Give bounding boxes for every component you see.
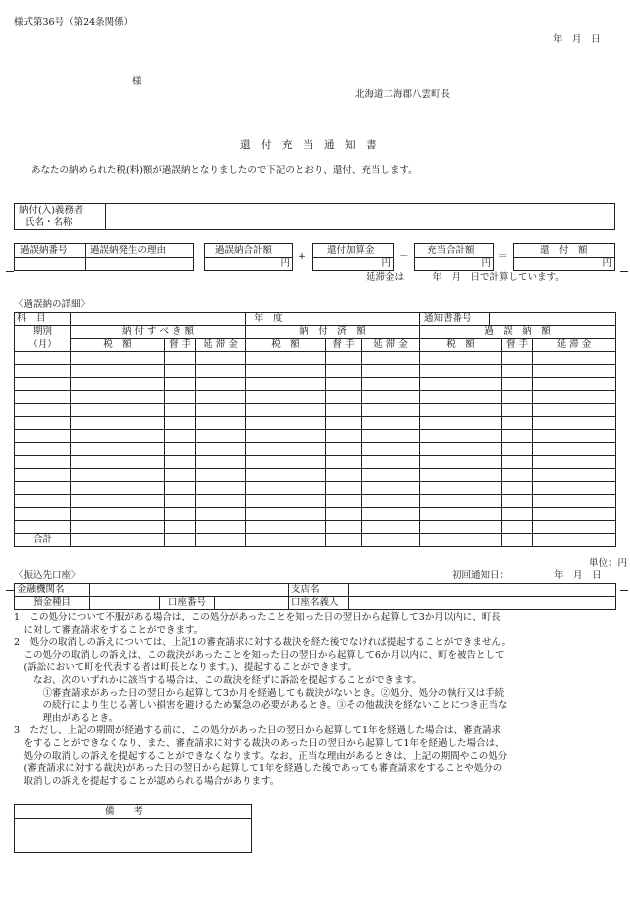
details-cell[interactable]	[165, 365, 196, 378]
bank-caption: 〈振込先口座〉	[14, 570, 81, 581]
details-cell[interactable]	[533, 365, 616, 378]
details-cell[interactable]	[326, 352, 362, 365]
details-cell[interactable]	[71, 469, 165, 482]
details-cell[interactable]	[15, 469, 71, 482]
details-cell[interactable]	[15, 482, 71, 495]
details-row	[15, 365, 616, 378]
details-cell[interactable]	[420, 430, 502, 443]
note-line: なお、次のいずれかに該当する場合は、この裁決を経ずに訴訟を提起することができます。	[14, 674, 422, 686]
deposit-type-value[interactable]	[90, 597, 160, 610]
details-row	[15, 378, 616, 391]
details-cell[interactable]	[246, 391, 326, 404]
details-row	[15, 352, 616, 365]
fiscal-year-label: 年 度	[246, 313, 420, 326]
details-cell[interactable]	[420, 482, 502, 495]
details-cell[interactable]	[502, 508, 533, 521]
col-demand-paid: 督 手	[326, 339, 362, 352]
details-cell[interactable]	[502, 443, 533, 456]
details-cell[interactable]	[165, 469, 196, 482]
refund-amount-yen: 円	[602, 258, 612, 269]
col-tax-due: 税 額	[71, 339, 165, 352]
branch-value[interactable]	[349, 584, 616, 597]
details-cell[interactable]	[165, 378, 196, 391]
note-line: この処分の取消しの訴えは、この裁決があったことを知った日の翌日から起算して6か月以内に、町を被告として	[14, 649, 505, 661]
details-cell[interactable]	[71, 495, 165, 508]
unit-label: 単位：円	[589, 558, 628, 569]
refund-add-box	[312, 243, 394, 271]
refund-amount-label: 還 付 額	[540, 245, 588, 256]
details-cell[interactable]	[533, 469, 616, 482]
fold-mark-left	[6, 271, 14, 272]
details-cell[interactable]	[246, 456, 326, 469]
details-cell[interactable]	[362, 391, 420, 404]
details-cell[interactable]	[502, 391, 533, 404]
account-no-label: 口座番号	[160, 597, 215, 610]
details-cell[interactable]	[502, 404, 533, 417]
details-cell[interactable]	[15, 456, 71, 469]
holder-value[interactable]	[349, 597, 616, 610]
details-cell[interactable]	[420, 456, 502, 469]
details-cell[interactable]	[326, 430, 362, 443]
details-cell[interactable]	[326, 495, 362, 508]
details-cell[interactable]	[362, 352, 420, 365]
col-tax-over: 税 額	[420, 339, 502, 352]
details-cell[interactable]	[326, 456, 362, 469]
details-cell[interactable]	[196, 521, 246, 534]
details-cell[interactable]	[71, 391, 165, 404]
overpay-reason-label: 過誤納発生の理由	[90, 245, 167, 256]
note-line: 3 ただし、上記の期間が経過する前に、この処分があった日の翌日から起算して1年を経過した場合は、審査請求	[14, 725, 501, 737]
subject-label: 科 目	[15, 313, 71, 326]
bank-table	[14, 583, 616, 610]
details-cell[interactable]	[196, 456, 246, 469]
details-cell[interactable]	[533, 443, 616, 456]
details-cell[interactable]	[326, 521, 362, 534]
details-cell[interactable]	[196, 391, 246, 404]
note-line: 2 処分の取消しの訴えについては、上記1の審査請求に対する裁決を経た後でなければ提起することができません。	[14, 637, 511, 649]
note-line: をすることができなくなり、また、審査請求に対する裁決のあった日の翌日から起算して1年を経過した場合は、	[14, 737, 505, 749]
total-cell[interactable]	[165, 534, 196, 547]
details-cell[interactable]	[71, 365, 165, 378]
legal-notes	[14, 612, 620, 788]
refund-amount-box	[513, 243, 615, 271]
details-cell[interactable]	[196, 352, 246, 365]
form-number: 様式第36号（第24条関係）	[14, 17, 134, 28]
fold-mark-right	[620, 271, 628, 272]
details-cell[interactable]	[246, 482, 326, 495]
details-cell[interactable]	[246, 430, 326, 443]
details-cell[interactable]	[165, 482, 196, 495]
details-header-row-2	[15, 326, 616, 339]
details-cell[interactable]	[502, 521, 533, 534]
holder-label: 口座名義人	[289, 597, 349, 610]
details-cell[interactable]	[362, 365, 420, 378]
details-cell[interactable]	[420, 508, 502, 521]
details-cell[interactable]	[196, 417, 246, 430]
details-cell[interactable]	[15, 404, 71, 417]
details-cell[interactable]	[502, 352, 533, 365]
details-cell[interactable]	[420, 378, 502, 391]
details-row	[15, 417, 616, 430]
details-cell[interactable]	[502, 469, 533, 482]
details-cell[interactable]	[502, 365, 533, 378]
col-demand-over: 督 手	[502, 339, 533, 352]
fold-mark-left-2	[6, 590, 14, 591]
col-late-due: 延 滞 金	[196, 339, 246, 352]
details-row	[15, 404, 616, 417]
details-cell[interactable]	[362, 482, 420, 495]
taxpayer-box	[14, 203, 615, 230]
details-cell[interactable]	[165, 430, 196, 443]
plus-sign: +	[298, 251, 306, 262]
minus-sign: －	[399, 251, 409, 262]
details-cell[interactable]	[420, 443, 502, 456]
details-cell[interactable]	[362, 404, 420, 417]
details-table	[14, 312, 616, 547]
details-cell[interactable]	[502, 430, 533, 443]
branch-label: 支店名	[289, 584, 349, 597]
details-cell[interactable]	[15, 378, 71, 391]
note-line: (訴訟において町を代表する者は町長となります。)、提起することができます。	[14, 662, 358, 674]
details-cell[interactable]	[71, 482, 165, 495]
details-row	[15, 482, 616, 495]
details-cell[interactable]	[246, 404, 326, 417]
remarks-box	[14, 804, 252, 853]
period-label-2: （月）	[15, 339, 71, 352]
fold-mark-right-2	[620, 590, 628, 591]
note-line: ①審査請求があった日の翌日から起算して3か月を経過しても裁決がないとき。②処分、処分の執行又は手続	[14, 687, 505, 699]
details-cell[interactable]	[15, 508, 71, 521]
applied-total-box	[414, 243, 494, 271]
details-cell[interactable]	[533, 482, 616, 495]
details-cell[interactable]	[15, 365, 71, 378]
first-notice-label: 初回通知日：	[452, 570, 510, 581]
details-row	[15, 495, 616, 508]
total-cell[interactable]	[326, 534, 362, 547]
details-row	[15, 469, 616, 482]
bank-row-2	[15, 597, 616, 610]
details-cell[interactable]	[15, 495, 71, 508]
col-late-paid: 延 滞 金	[362, 339, 420, 352]
document-title: 還 付 充 当 通 知 書	[240, 139, 377, 151]
details-cell[interactable]	[165, 456, 196, 469]
details-cell[interactable]	[165, 352, 196, 365]
details-cell[interactable]	[165, 495, 196, 508]
details-cell[interactable]	[165, 417, 196, 430]
details-cell[interactable]	[362, 456, 420, 469]
notice-no-cell	[420, 313, 616, 326]
details-cell[interactable]	[326, 417, 362, 430]
issuer-name: 北海道二海郡八雲町長	[355, 89, 451, 100]
refund-add-yen: 円	[381, 258, 391, 269]
details-cell[interactable]	[533, 417, 616, 430]
overpay-total-label: 過誤納合計額	[215, 245, 273, 256]
details-cell[interactable]	[362, 443, 420, 456]
details-cell[interactable]	[71, 430, 165, 443]
details-row	[15, 456, 616, 469]
details-cell[interactable]	[420, 495, 502, 508]
details-cell[interactable]	[196, 404, 246, 417]
details-cell[interactable]	[420, 521, 502, 534]
details-cell[interactable]	[502, 417, 533, 430]
details-cell[interactable]	[502, 495, 533, 508]
details-cell[interactable]	[420, 417, 502, 430]
details-row	[15, 430, 616, 443]
details-cell[interactable]	[420, 391, 502, 404]
details-cell[interactable]	[165, 521, 196, 534]
details-cell[interactable]	[71, 443, 165, 456]
details-row	[15, 508, 616, 521]
total-cell[interactable]	[246, 534, 326, 547]
note-line: 理由があるとき。	[14, 712, 119, 724]
details-cell[interactable]	[420, 365, 502, 378]
details-header-row-1	[15, 313, 616, 326]
details-cell[interactable]	[533, 508, 616, 521]
overpay-no-label: 過誤納番号	[20, 245, 68, 256]
taxpayer-label-1: 納付(入)義務者	[19, 205, 84, 216]
taxpayer-label-2: 氏名・名称	[25, 217, 73, 228]
details-cell[interactable]	[533, 521, 616, 534]
subject-value[interactable]	[71, 313, 246, 326]
account-no-value[interactable]	[215, 597, 289, 610]
details-cell[interactable]	[246, 352, 326, 365]
first-notice-date: 年 月 日	[554, 570, 602, 581]
details-cell[interactable]	[326, 378, 362, 391]
details-cell[interactable]	[71, 417, 165, 430]
details-cell[interactable]	[326, 391, 362, 404]
details-caption: 〈過誤納の詳細〉	[14, 299, 91, 310]
details-cell[interactable]	[71, 456, 165, 469]
details-cell[interactable]	[15, 352, 71, 365]
details-cell[interactable]	[196, 378, 246, 391]
bank-row-1	[15, 584, 616, 597]
intro-text: あなたの納められた税(料)額が過誤納となりましたので下記のとおり、還付、充当します。	[31, 165, 418, 176]
details-cell[interactable]	[15, 430, 71, 443]
details-cell[interactable]	[246, 521, 326, 534]
overpay-total-box	[204, 243, 293, 271]
details-cell[interactable]	[420, 352, 502, 365]
note-line: 1 この処分について不服がある場合は、この処分があったことを知った日の翌日から起算して3か月以内に、町長	[14, 612, 501, 623]
institution-label: 金融機関名	[15, 584, 90, 597]
note-line: (審査請求に対する裁決)があった日の翌日から起算して1年を経過した後であっても審査請求をすることや処分の	[14, 763, 503, 775]
col-demand-due: 督 手	[165, 339, 196, 352]
details-cell[interactable]	[196, 495, 246, 508]
refund-add-label: 還付加算金	[327, 245, 375, 256]
details-cell[interactable]	[71, 521, 165, 534]
details-cell[interactable]	[533, 378, 616, 391]
details-cell[interactable]	[196, 469, 246, 482]
details-row	[15, 443, 616, 456]
details-cell[interactable]	[533, 456, 616, 469]
group-due: 納 付 す べ き 額	[71, 326, 246, 339]
details-cell[interactable]	[15, 391, 71, 404]
overpay-info-box	[14, 243, 194, 271]
details-cell[interactable]	[246, 508, 326, 521]
details-cell[interactable]	[362, 508, 420, 521]
applied-total-yen: 円	[481, 258, 491, 269]
details-cell[interactable]	[502, 378, 533, 391]
details-cell[interactable]	[196, 430, 246, 443]
details-cell[interactable]	[326, 469, 362, 482]
details-cell[interactable]	[71, 378, 165, 391]
details-cell[interactable]	[246, 365, 326, 378]
details-cell[interactable]	[71, 508, 165, 521]
details-cell[interactable]	[533, 404, 616, 417]
overpay-total-yen: 円	[280, 258, 290, 269]
group-paid: 納 付 済 額	[246, 326, 420, 339]
details-cell[interactable]	[362, 495, 420, 508]
total-cell[interactable]	[502, 534, 533, 547]
deposit-type-label: 預金種目	[15, 597, 90, 610]
addressee-suffix: 様	[132, 76, 142, 87]
note-line: 取消しの訴えを提起することが認められる場合があります。	[14, 775, 280, 787]
details-cell[interactable]	[196, 443, 246, 456]
details-cell[interactable]	[246, 469, 326, 482]
details-cell[interactable]	[246, 443, 326, 456]
note-line: の続行により生じる著しい損害を避けるため緊急の必要があるとき。③その他裁決を経ないことにつき正当な	[14, 700, 508, 712]
details-cell[interactable]	[196, 482, 246, 495]
late-fee-note: 延滞金は 年 月 日で計算しています。	[366, 272, 565, 283]
total-cell[interactable]	[533, 534, 616, 547]
applied-total-label: 充当合計額	[427, 245, 475, 256]
details-row	[15, 521, 616, 534]
details-cell[interactable]	[196, 508, 246, 521]
details-cell[interactable]	[362, 417, 420, 430]
details-cell[interactable]	[71, 352, 165, 365]
issue-date: 年 月 日	[553, 34, 601, 45]
details-cell[interactable]	[196, 365, 246, 378]
total-cell[interactable]	[196, 534, 246, 547]
details-cell[interactable]	[420, 469, 502, 482]
details-cell[interactable]	[533, 495, 616, 508]
details-cell[interactable]	[15, 521, 71, 534]
details-cell[interactable]	[326, 443, 362, 456]
details-cell[interactable]	[15, 417, 71, 430]
col-tax-paid: 税 額	[246, 339, 326, 352]
details-cell[interactable]	[502, 456, 533, 469]
details-cell[interactable]	[246, 417, 326, 430]
details-cell[interactable]	[362, 378, 420, 391]
details-cell[interactable]	[362, 521, 420, 534]
details-total-row	[15, 534, 616, 547]
details-cell[interactable]	[533, 391, 616, 404]
note-line: 処分の取消しの訴えを提起することができなくなります。なお、正当な理由があるときは、上記の期間やこの処分	[14, 750, 508, 762]
details-cell[interactable]	[326, 482, 362, 495]
details-cell[interactable]	[326, 404, 362, 417]
total-cell[interactable]	[420, 534, 502, 547]
details-cell[interactable]	[15, 443, 71, 456]
details-cell[interactable]	[246, 378, 326, 391]
col-late-over: 延 滞 金	[533, 339, 616, 352]
remarks-label: 備 考	[105, 806, 144, 817]
details-cell[interactable]	[420, 404, 502, 417]
details-cell[interactable]	[71, 404, 165, 417]
institution-value[interactable]	[90, 584, 289, 597]
details-cell[interactable]	[362, 469, 420, 482]
details-cell[interactable]	[326, 365, 362, 378]
details-row	[15, 391, 616, 404]
details-cell[interactable]	[362, 430, 420, 443]
details-header-row-3	[15, 339, 616, 352]
details-cell[interactable]	[165, 391, 196, 404]
details-cell[interactable]	[502, 482, 533, 495]
total-cell[interactable]	[71, 534, 165, 547]
equals-sign: ＝	[498, 251, 508, 262]
details-cell[interactable]	[165, 443, 196, 456]
details-cell[interactable]	[533, 430, 616, 443]
total-label: 合計	[15, 534, 71, 547]
details-cell[interactable]	[246, 495, 326, 508]
details-cell[interactable]	[533, 352, 616, 365]
note-line: に対して審査請求をすることができます。	[14, 624, 204, 636]
details-cell[interactable]	[165, 508, 196, 521]
details-cell[interactable]	[165, 404, 196, 417]
period-label-1: 期別	[15, 326, 71, 339]
group-over: 過 誤 納 額	[420, 326, 616, 339]
total-cell[interactable]	[362, 534, 420, 547]
notice-no-label: 通知書番号	[420, 313, 490, 325]
details-cell[interactable]	[326, 508, 362, 521]
